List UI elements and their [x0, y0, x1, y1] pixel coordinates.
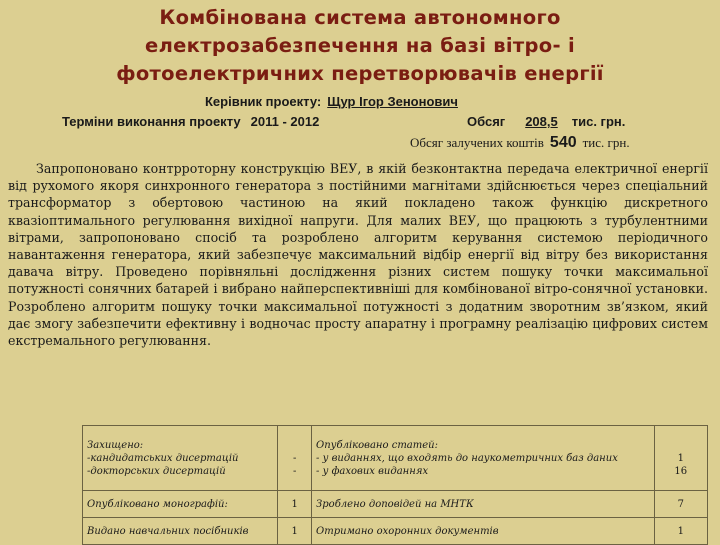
monographs-label: Опубліковано монографій:	[83, 491, 278, 518]
terms-value: 2011 - 2012	[250, 114, 320, 129]
volume-label: Обсяг	[467, 114, 506, 129]
attracted-funds	[410, 134, 630, 152]
title-line-1: Комбінована система автономного	[159, 6, 561, 29]
defended-cell	[83, 426, 278, 491]
reports-label: Зроблено доповідей на МНТК	[312, 491, 654, 518]
articles-professional: - у фахових виданнях	[316, 465, 429, 477]
table-row	[83, 426, 708, 491]
articles-label: Опубліковано статей:	[316, 439, 438, 451]
project-title	[60, 4, 660, 88]
articles-values	[654, 426, 707, 491]
articles-scientometric-value: 1	[677, 452, 684, 464]
terms-label: Терміни виконання проекту	[62, 114, 241, 129]
project-leader	[205, 94, 458, 109]
defended-candidate-value: -	[292, 452, 297, 464]
textbooks-value: 1	[278, 518, 312, 545]
project-abstract: Запропоновано контрроторну конструкцію ВЕУ, в якій безконтактна передача електричної енергії від рухомого якоря синхронного генератора з постійними магнітами здійснюється через спеціальний трансформатор з обертовою частиною на який покладено також функцію дискретного квазіоптимального регулювання вихідної напруги. Для малих ВЕУ, що працюють з турбулентними вітрами, запропоновано спосіб та розроблено алгоритм керування системою періодичного навантаження генератора, який забезпечує максимальний відбір енергії від вітру без використання давача вітру. Проведено порівняльні дослідження різних систем пошуку точки максимальної потужності сонячних батарей і вибрано найперспективніші для комбінованої вітро-сонячної установки. Розроблено алгоритм пошуку точки максимальної потужності з додатним зворотним зв’язком, який дає змогу забезпечити ефективну і водночас просту апаратну і програмну реалізацію цифрових систем екстремального регулювання.	[8, 161, 708, 349]
monographs-value: 1	[278, 491, 312, 518]
results-table	[82, 425, 708, 545]
attracted-unit: тис. грн.	[582, 135, 630, 150]
patents-value: 1	[654, 518, 707, 545]
title-line-2: електрозабезпечення на базі вітро- і	[145, 34, 575, 57]
volume-unit: тис. грн.	[571, 114, 626, 129]
title-line-3: фотоелектричних перетворювачів енергії	[116, 62, 604, 85]
textbooks-label: Видано навчальних посібників	[83, 518, 278, 545]
defended-candidate: -кандидатських дисертацій	[87, 452, 239, 464]
attracted-label: Обсяг залучених коштів	[410, 135, 544, 150]
articles-cell	[312, 426, 654, 491]
volume-value: 208,5	[525, 114, 558, 129]
patents-label: Отримано охоронних документів	[312, 518, 654, 545]
defended-doctoral-value: -	[292, 465, 297, 477]
defended-label: Захищено:	[87, 439, 144, 451]
project-terms	[62, 114, 319, 129]
defended-values	[278, 426, 312, 491]
articles-professional-value: 16	[674, 465, 688, 477]
reports-value: 7	[654, 491, 707, 518]
articles-scientometric: - у виданнях, що входять до наукометричних баз даних	[316, 452, 618, 464]
table-row	[83, 518, 708, 545]
leader-label: Керівник проекту:	[205, 94, 322, 109]
table-row	[83, 491, 708, 518]
attracted-value: 540	[549, 134, 577, 151]
project-volume	[467, 114, 625, 129]
leader-name: Щур Ігор Зенонович	[327, 94, 458, 109]
defended-doctoral: -докторських дисертацій	[87, 465, 226, 477]
